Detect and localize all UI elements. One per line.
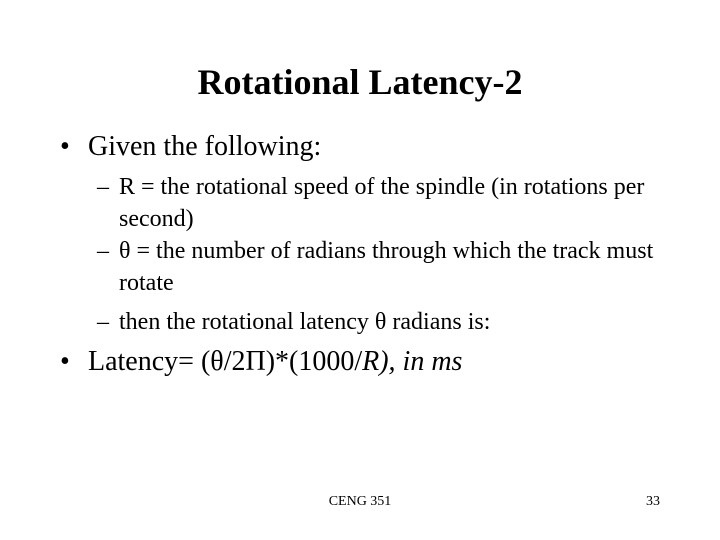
bullet-marker: • [60,131,70,162]
bullet-marker: • [60,346,70,377]
subbullet-theta-text: θ = the number of radians through which the track must rotate [119,238,654,296]
subbullet-theta-definition [97,235,657,299]
formula-r-variable: R [362,346,380,377]
latency-formula [88,345,462,379]
dash-marker: – [97,309,109,335]
bullet-given-text: Given the following: [88,131,322,162]
subbullet-latency-intro [97,306,657,338]
subbullet-latency-text: then the rotational latency θ radians is: [119,309,491,335]
footer-page-number: 33 [646,494,660,509]
dash-marker: – [97,238,109,264]
slide-title: Rotational Latency-2 [197,62,523,102]
formula-suffix: ), in ms [379,346,463,377]
subbullet-r-definition [97,171,657,235]
dash-marker: – [97,174,109,200]
formula-prefix: Latency= (θ/2Π)*(1000/ [88,346,363,377]
subbullet-r-text: R = the rotational speed of the spindle (in rotations per second) [119,174,645,232]
footer-course: CENG 351 [328,494,392,509]
